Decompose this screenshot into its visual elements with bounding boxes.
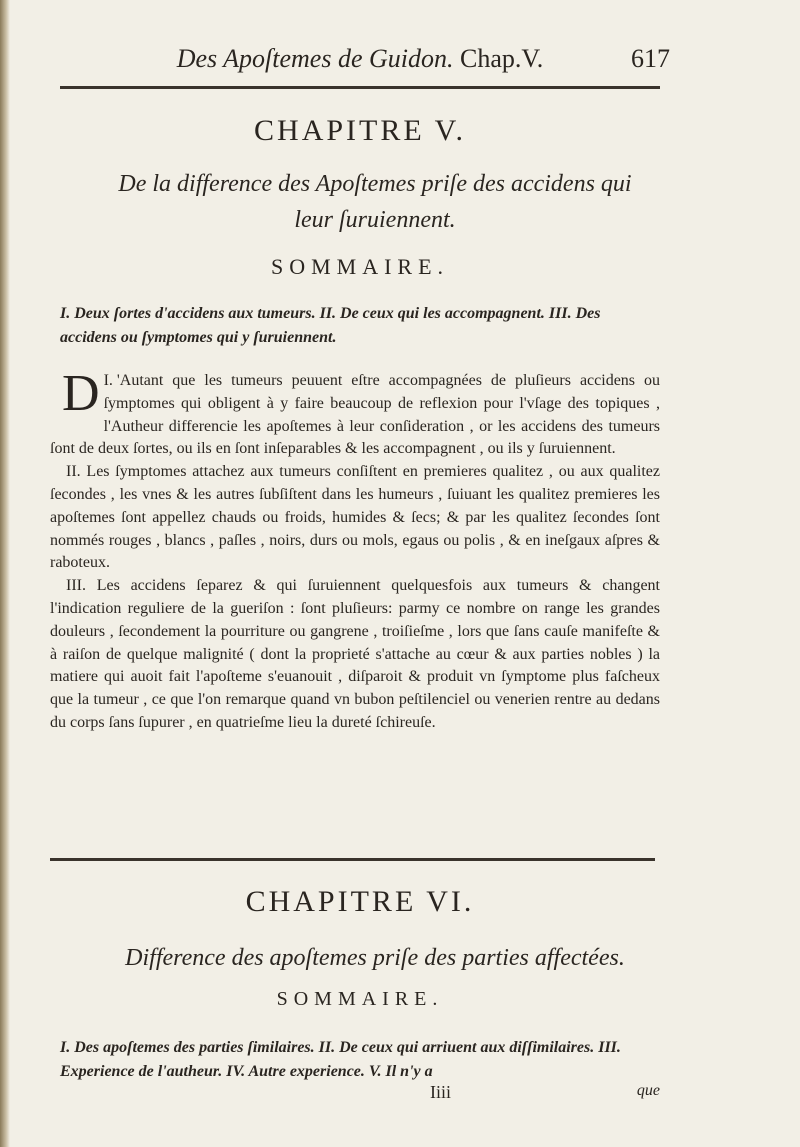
- paragraph-3: III. Les accidens ſeparez & qui ſuruiennent quelquesfois aux tumeurs & changent l'indication reguliere de la gueriſon : ſont pluſieurs: parmy ce nombre on range les grandes douleurs , ſecondement la pourriture ou gangrene , troiſieſme , lors que ſans cauſe manifeſte & à raiſon de quelque malignité ( dont la proprieté s'attache au cœur & aux parties nobles ) la matiere qui auoit fait l'apoſteme s'euanouit , diſparoit & produit vn ſymptome plus faſcheux que la tumeur , ce que l'on remarque quand vn bubon peſtilenciel ou venerien rentre au dedans du corps ſans ſupurer , en quatrieſme lieu la dureté ſchireuſe.: [50, 577, 660, 731]
- chapter-5-title-line2: leur ſuruiennent.: [294, 207, 456, 233]
- chapter-6-heading: CHAPITRE VI.: [245, 885, 475, 918]
- paragraph-1-number: I.: [103, 372, 113, 389]
- paragraph-1-text: 'Autant que les tumeurs peuuent eſtre accompagnées de pluſieurs accidens ou ſymptomes qui obligent à y faire beaucoup de reflexion pour l'vſage des topiques , l'Autheur differencie les apoſtemes à leur conſideration , or les accidens des tumeurs ſont de deux ſortes, ou ils en ſont inſeparables & les accompagnent , ou ils y ſuruiennent.: [50, 372, 660, 458]
- paragraph-2: II. Les ſymptomes attachez aux tumeurs conſiſtent en premieres qualitez , ou aux qualitez ſecondes , les vnes & les autres ſubſiſtent dans les humeurs , ſuiuant les qualitez premieres les apoſtemes ſont appellez chauds ou froids, humides & ſecs; & par les qualitez ſecondes ſont nommés rouges , blancs , paſles , noirs, durs ou mols, egaus ou polis , & en ineſgaux aſpres & raboteux.: [50, 463, 660, 572]
- chapter-5-body: [50, 365, 660, 735]
- chapter-6-summary: I. Des apoſtemes des parties ſimilaires. II. De ceux qui arriuent aux diſſimilaires. III. Experience de l'autheur. IV. Autre experience. V. Il n'y a: [60, 1039, 621, 1080]
- drop-cap: D: [62, 365, 100, 422]
- catchword: que: [636, 1082, 660, 1099]
- running-title: Des Apoſtemes de Guidon.: [176, 44, 454, 73]
- chapter-5-heading: CHAPITRE V.: [254, 114, 466, 147]
- page-gutter: [0, 0, 10, 1147]
- chapter-6-sommaire: SOMMAIRE.: [276, 988, 444, 1010]
- chapter-divider-rule: [50, 858, 655, 861]
- chapter-5-title: [90, 166, 660, 238]
- signature-mark: Iiii: [430, 1082, 451, 1102]
- chapter-ref: Chap.V.: [460, 44, 544, 73]
- header-rule: [60, 86, 660, 89]
- running-head: [60, 44, 660, 74]
- chapter-6-title: Difference des apoſtemes priſe des parties affectées.: [125, 945, 625, 971]
- page-number: 617: [631, 44, 670, 73]
- chapter-5-sommaire: SOMMAIRE.: [270, 254, 450, 279]
- paragraph-1: [50, 365, 660, 461]
- chapter-5-title-line1: De la difference des Apoſtemes priſe des accidens qui: [118, 171, 632, 197]
- chapter-5-summary: I. Deux ſortes d'accidens aux tumeurs. II. De ceux qui les accompagnent. III. Des accidens ou ſymptomes qui y ſuruiennent.: [60, 305, 601, 346]
